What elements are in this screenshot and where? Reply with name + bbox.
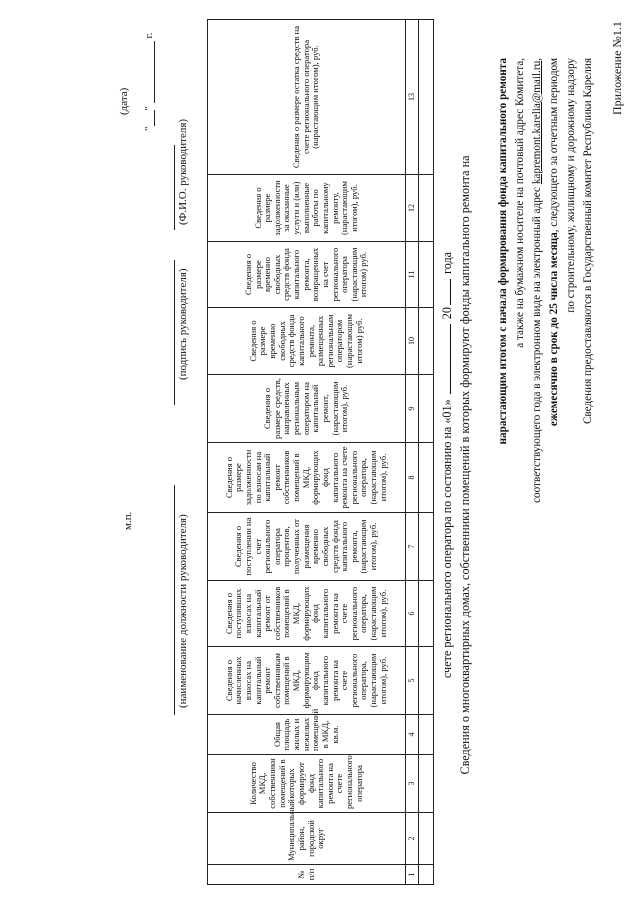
month-blank (450, 324, 451, 394)
col-number: 12 (406, 175, 419, 242)
col-header-1: № п/п (208, 865, 406, 885)
column-number-row (406, 20, 419, 885)
name-line (174, 145, 175, 230)
col-header-4: Общая площадь жилых и нежилых помещений в МКД, кв.м. (208, 715, 406, 755)
name-label: (Ф.И.О. руководителя) (177, 118, 189, 225)
data-cell[interactable] (419, 375, 434, 443)
col-header-6: Сведения о поступивших взносах на капитальный ремонт от собственников помещений в МКД, формирующих фонд капитального ремонта на счете регионального оператора, (нарастающим итогом), руб. (208, 581, 406, 647)
data-cell[interactable] (419, 581, 434, 647)
deadline-rest: , следующего за отчетным периодом (548, 58, 560, 233)
table-header-row (208, 20, 406, 885)
col-header-8: Сведения о размере задолженности по взносам на капитальный ремонт собственников помещений в МКД, формирующих фонд капитального ремонта на счете регионального оператора, (нарастающим итогом), руб. (208, 443, 406, 513)
col-header-3: Количество МКД, собственники помещений в которых формируют фонд капитального ремонта на счете регионального оператора (208, 755, 406, 813)
col-header-2: Муниципальный район, городской округ (208, 813, 406, 865)
data-cell[interactable] (419, 715, 434, 755)
year-blank (450, 279, 451, 305)
col-number: 1 (406, 865, 419, 885)
col-header-5: Сведения о начисленных взносах на капитальный ремонт собственникам помещений в МКД, формирующим фонд капитального ремонта на счете регионального оператора, (нарастающим итогом), руб. (208, 647, 406, 715)
col-header-12: Сведения о размере задолженности за оказанные услуги и (или) выполненные работы по капитальному ремонту, (нарастающим итогом), руб. (208, 175, 406, 242)
data-cell[interactable] (419, 443, 434, 513)
header-line-4 (531, 58, 543, 503)
day-blank (142, 111, 155, 127)
data-cell[interactable] (419, 865, 434, 885)
date-field (142, 32, 155, 131)
data-cell[interactable] (419, 647, 434, 715)
year-prefix: 20 (440, 307, 454, 320)
col-header-9: Сведения о размере средств, направленных региональным оператором на капитальный ремонт, (нарастающим итогом), руб. (208, 375, 406, 443)
col-number: 6 (406, 581, 419, 647)
data-cell[interactable] (419, 20, 434, 175)
header-line-5: а также на бумажном носителе на почтовый адрес Комитета, (514, 58, 526, 348)
header-line-3 (548, 58, 560, 426)
table-data-row (419, 20, 434, 885)
position-line (174, 485, 175, 715)
header-line-1: Сведения предоставляются в Государственный комитет Республики Карелия (582, 58, 594, 425)
data-cell[interactable] (419, 175, 434, 242)
data-cell[interactable] (419, 513, 434, 581)
col-number: 5 (406, 647, 419, 715)
col-number: 3 (406, 755, 419, 813)
year-suffix: года (440, 251, 454, 274)
col-number: 7 (406, 513, 419, 581)
report-table (207, 19, 434, 885)
header-line-6: нарастающим итогом с начала формирования фонда капитального ремонта (497, 58, 509, 445)
data-cell[interactable] (419, 308, 434, 375)
position-label: (наименование должности руководителя) (177, 514, 189, 708)
col-header-7: Сведения о поступлении на счет регионального оператора процентов, полученных от размещения временно свободных средств фонда капитального ремонта, (нарастающим итогом), руб. (208, 513, 406, 581)
date-quote-open: " (143, 126, 155, 131)
deadline-text: ежемесячно в срок до 25 числа месяца (548, 232, 560, 427)
date-quote-close: " (143, 106, 155, 111)
col-number: 9 (406, 375, 419, 443)
signature-label: (подпись руководителя) (177, 268, 189, 380)
col-header-10: Сведения о размере временно свободных средств фонда капитального ремонта, размещенных региональным оператором (нарастающим итогом) руб. (208, 308, 406, 375)
email-link[interactable]: kapremont.karelia@mail.ru (531, 60, 543, 185)
col-number: 4 (406, 715, 419, 755)
report-title-line-1: Сведения о многоквартирных домах, собственники помещений в которых формируют фонды капитального ремонта на (458, 155, 472, 775)
col-header-11: Сведения о размере временно свободных средств фонда капитального ремонта, возвращенных на счет регионального оператора (нарастающим итогом) руб. (208, 242, 406, 308)
data-cell[interactable] (419, 755, 434, 813)
data-cell[interactable] (419, 813, 434, 865)
header-line-2: по строительному, жилищному и дорожному надзору (565, 58, 577, 313)
col-number: 13 (406, 20, 419, 175)
col-number: 2 (406, 813, 419, 865)
data-cell[interactable] (419, 242, 434, 308)
title-date-text: счете регионального оператора по состоянию на «01» (440, 399, 454, 679)
col-header-13: Сведения о размере остатка средств на счете регионального оператора (нарастающим итогом), руб. (208, 20, 406, 175)
date-suffix: г. (143, 32, 155, 39)
signature-line (174, 260, 175, 405)
email-tail: , (531, 58, 543, 61)
report-title-line-2 (440, 65, 455, 865)
col-number: 10 (406, 308, 419, 375)
date-label: (дата) (118, 87, 130, 115)
stamp-place-label: м.п. (122, 511, 134, 530)
col-number: 8 (406, 443, 419, 513)
appendix-label: Приложение №1.1 (610, 21, 624, 115)
col-number: 11 (406, 242, 419, 308)
month-year-blank (142, 41, 155, 103)
email-intro: соответствующего года в электронном виде на электронный адрес (531, 184, 543, 503)
